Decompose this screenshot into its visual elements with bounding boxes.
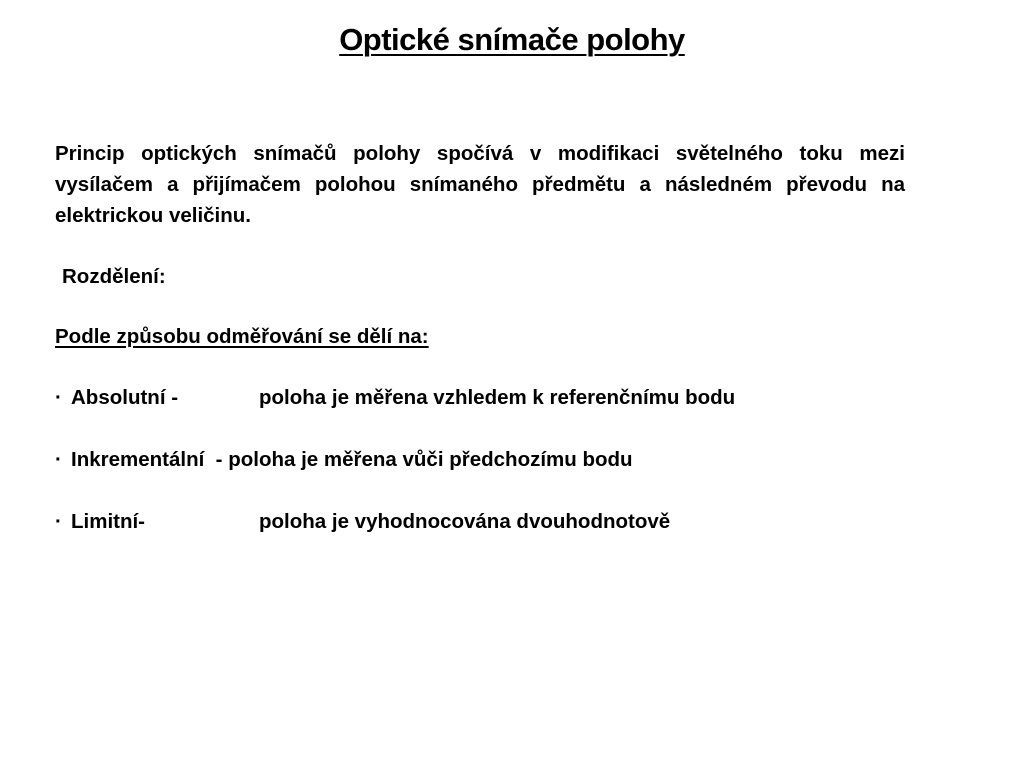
list-item-inkrementalni <box>55 444 633 475</box>
section-heading-rozdeleni: Rozdělení: <box>62 265 166 288</box>
list-item-term: Limitní- <box>71 510 146 533</box>
intro-paragraph: Princip optických snímačů polohy spočívá v modifikaci světelného toku mezi vysílačem a přijímačem polohou snímaného předmětu a následném převodu na elektrickou veličinu. <box>55 142 905 227</box>
bullet-icon: · <box>55 510 62 533</box>
list-item-limitni <box>55 506 671 537</box>
section-heading-podle: Podle způsobu odměřování se dělí na: <box>55 325 429 348</box>
list-item-absolutni <box>55 382 736 413</box>
slide-title: Optické snímače polohy <box>339 22 685 57</box>
list-item-desc: poloha je vyhodnocována dvouhodnotově <box>259 510 671 533</box>
bullet-icon: · <box>55 386 62 409</box>
list-item-desc: poloha je měřena vzhledem k referenčnímu bodu <box>259 386 736 409</box>
list-item-term: Absolutní - <box>71 386 179 409</box>
list-item-term: Inkrementální - poloha je měřena vůči předchozímu bodu <box>71 448 633 471</box>
bullet-icon: · <box>55 448 62 471</box>
